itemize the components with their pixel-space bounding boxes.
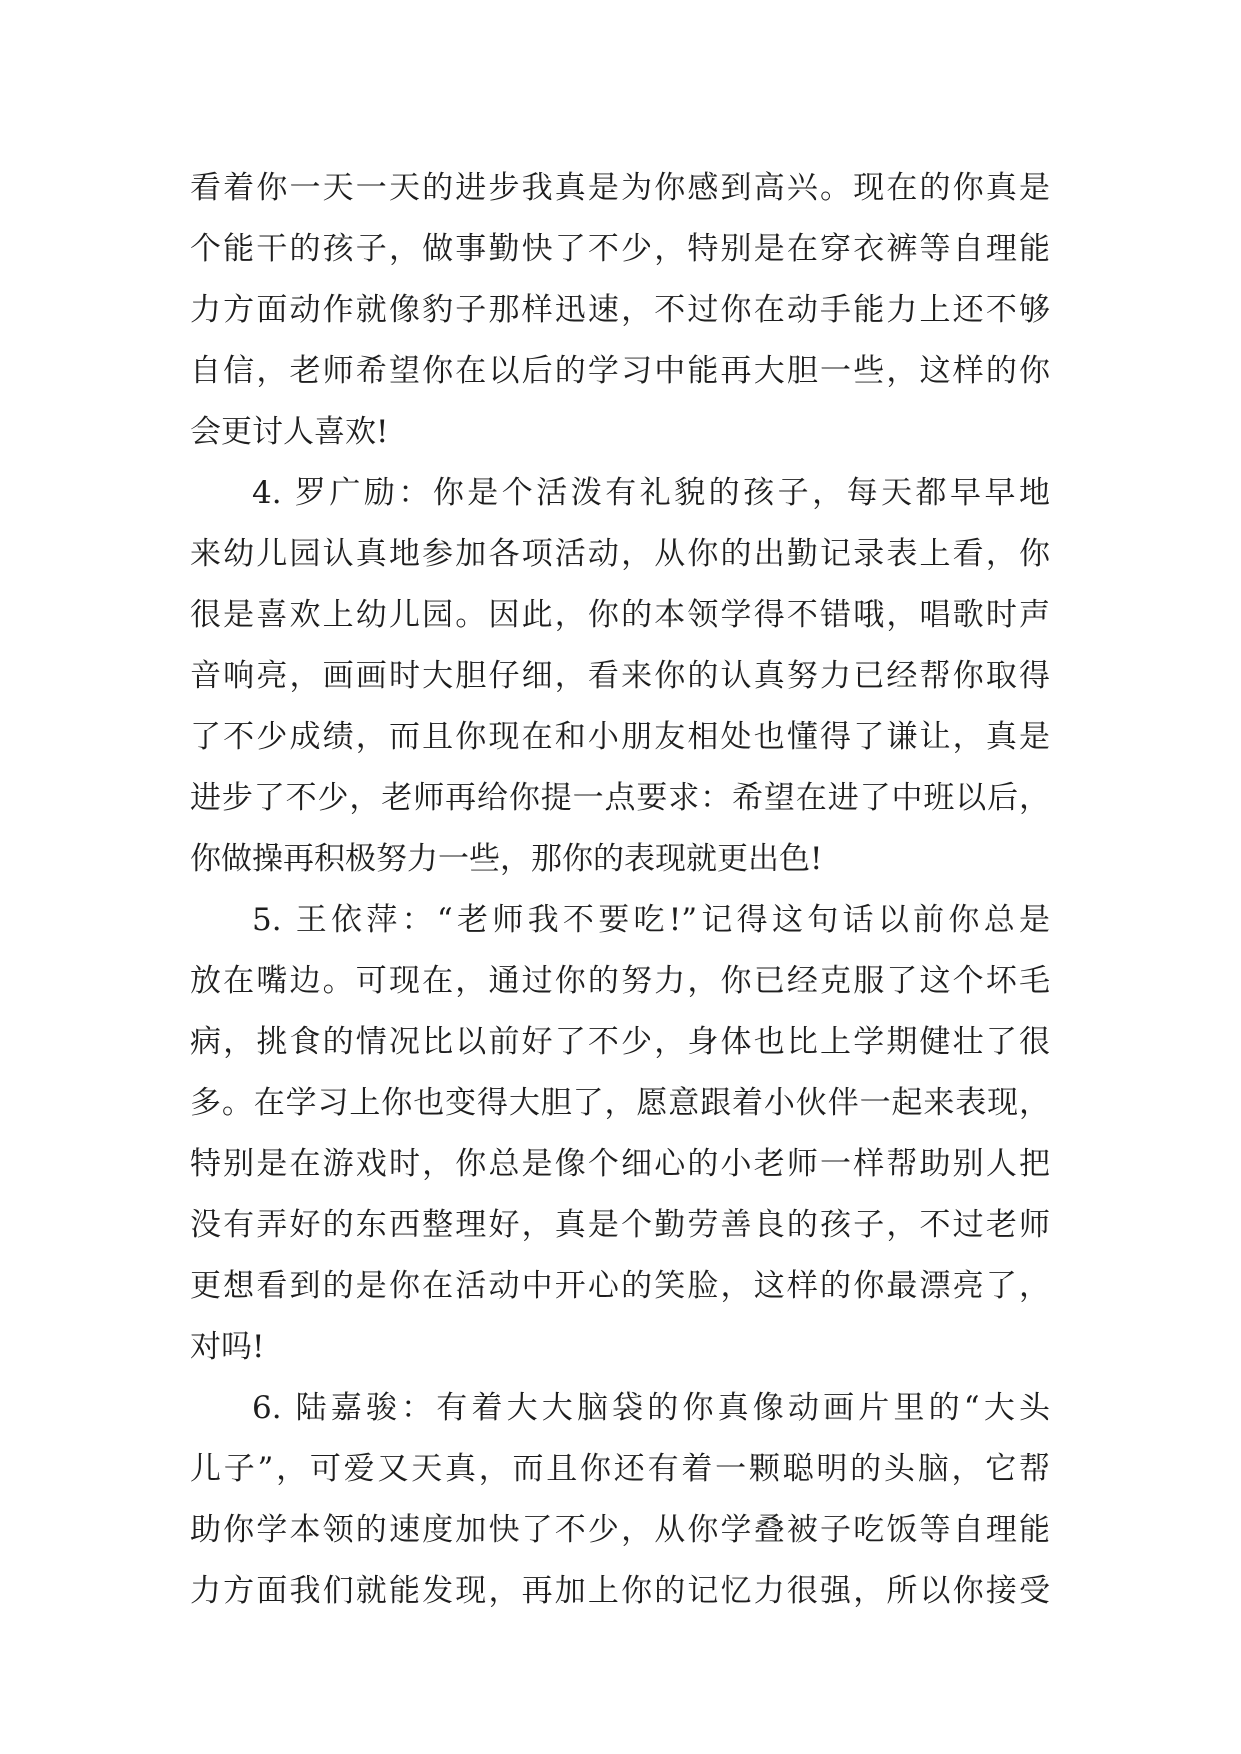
text-line: 你做操再积极努力一些，那你的表现就更出色!	[190, 841, 823, 877]
text-line: 助你学本领的速度加快了不少，从你学叠被子吃饭等自理能	[190, 1512, 1050, 1548]
body-text	[190, 158, 1050, 1622]
text-line: 更想看到的是你在活动中开心的笑脸，这样的你最漂亮了，	[190, 1268, 1050, 1304]
paragraph-first-line: 4. 罗广励：你是个活泼有礼貌的孩子，每天都早早地	[252, 475, 1050, 511]
text-line: 力方面我们就能发现，再加上你的记忆力很强，所以你接受	[190, 1573, 1050, 1609]
text-line: 会更讨人喜欢!	[190, 414, 389, 450]
text-line: 病，挑食的情况比以前好了不少，身体也比上学期健壮了很	[190, 1024, 1050, 1060]
text-line: 儿子”，可爱又天真，而且你还有着一颗聪明的头脑，它帮	[190, 1451, 1050, 1487]
text-line: 多。在学习上你也变得大胆了，愿意跟着小伙伴一起来表现，	[190, 1085, 1050, 1121]
text-line: 特别是在游戏时，你总是像个细心的小老师一样帮助别人把	[190, 1146, 1050, 1182]
text-line: 自信，老师希望你在以后的学习中能再大胆一些，这样的你	[190, 353, 1050, 389]
text-line: 力方面动作就像豹子那样迅速，不过你在动手能力上还不够	[190, 292, 1050, 328]
text-line: 对吗!	[190, 1329, 265, 1365]
text-line: 很是喜欢上幼儿园。因此，你的本领学得不错哦，唱歌时声	[190, 597, 1050, 633]
text-line: 了不少成绩，而且你现在和小朋友相处也懂得了谦让，真是	[190, 719, 1050, 755]
text-line: 来幼儿园认真地参加各项活动，从你的出勤记录表上看，你	[190, 536, 1050, 572]
text-line: 个能干的孩子，做事勤快了不少，特别是在穿衣裤等自理能	[190, 231, 1050, 267]
paragraph-first-line: 6. 陆嘉骏：有着大大脑袋的你真像动画片里的“大头	[252, 1390, 1050, 1426]
text-line: 音响亮，画画时大胆仔细，看来你的认真努力已经帮你取得	[190, 658, 1050, 694]
text-line: 进步了不少，老师再给你提一点要求：希望在进了中班以后，	[190, 780, 1050, 816]
text-line: 没有弄好的东西整理好，真是个勤劳善良的孩子，不过老师	[190, 1207, 1050, 1243]
paragraph-first-line: 5. 王依萍：“老师我不要吃!”记得这句话以前你总是	[252, 902, 1050, 938]
text-line: 看着你一天一天的进步我真是为你感到高兴。现在的你真是	[190, 170, 1050, 206]
text-line: 放在嘴边。可现在，通过你的努力，你已经克服了这个坏毛	[190, 963, 1050, 999]
